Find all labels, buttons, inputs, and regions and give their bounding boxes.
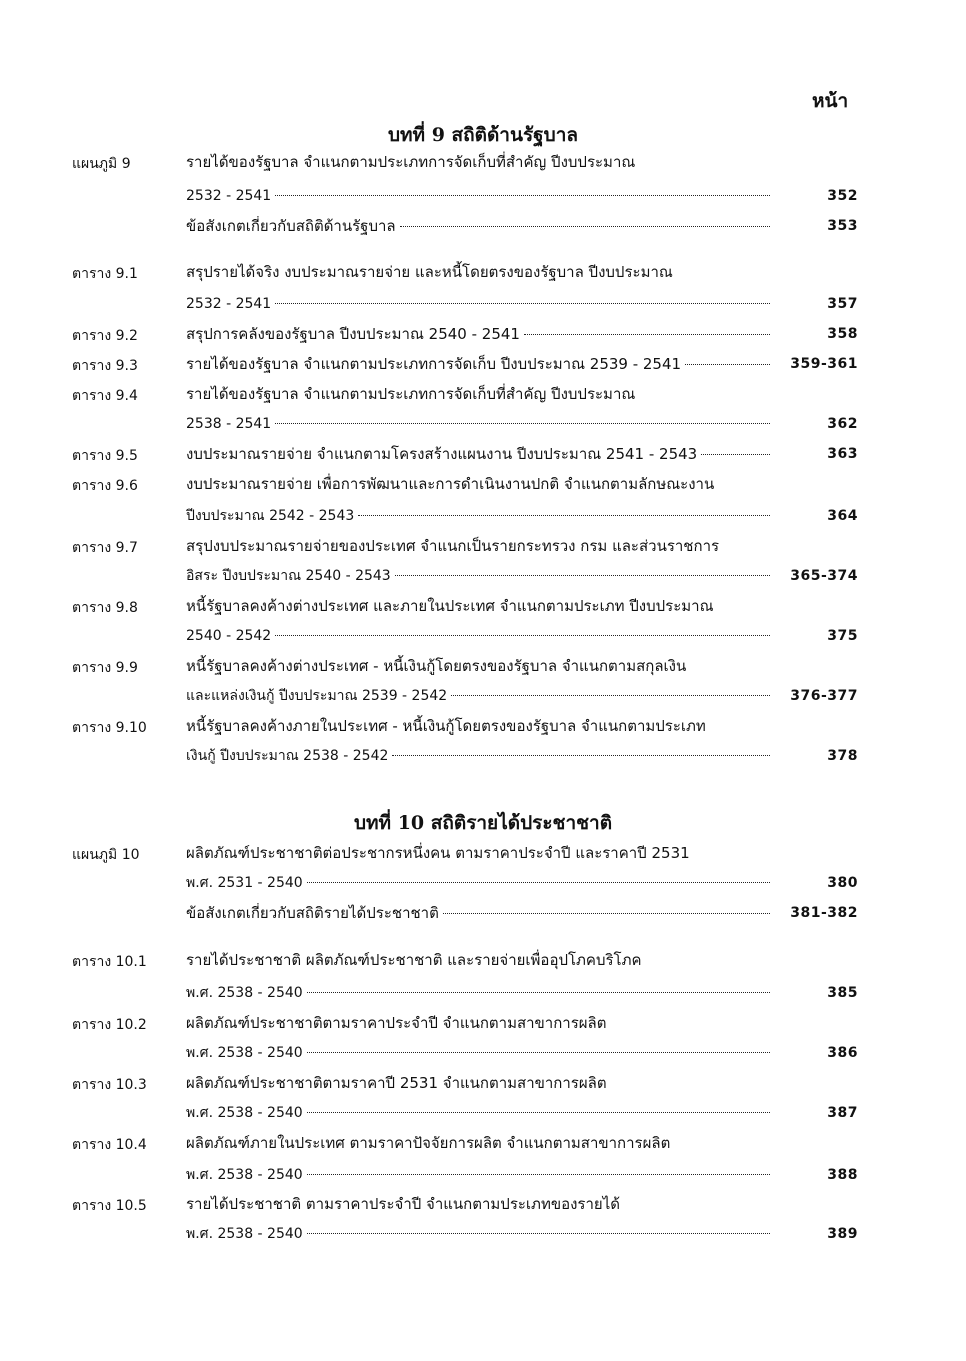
dot-leader	[307, 1112, 770, 1113]
toc-entry-link[interactable]	[186, 1103, 774, 1123]
toc-entry-link[interactable]	[186, 414, 774, 434]
entry-title-line: หนี้รัฐบาลคงค้างต่างประเทศ และภายในประเทศ จำแนกตามประเภท ปีงบประมาณ	[186, 597, 714, 615]
entry-title-line: พ.ศ. 2538 - 2540	[186, 1226, 303, 1242]
toc-entry-link[interactable]	[186, 686, 774, 706]
entry-label: ตาราง 9.6	[72, 478, 138, 494]
dot-leader	[392, 755, 770, 756]
dot-leader	[524, 334, 770, 335]
dot-leader	[307, 1052, 770, 1053]
entry-title-line: สรุปงบประมาณรายจ่ายของประเทศ จำแนกเป็นรายกระทรวง กรม และส่วนราชการ	[186, 537, 720, 555]
entry-page-number: 381-382	[790, 905, 858, 921]
dot-leader	[307, 992, 770, 993]
toc-entry-link[interactable]	[186, 873, 774, 893]
toc-entry-link[interactable]	[186, 1224, 774, 1244]
toc-entry-link[interactable]	[186, 506, 774, 526]
entry-title-line: ผลิตภัณฑ์ภายในประเทศ ตามราคาปัจจัยการผลิต จำแนกตามสาขาการผลิต	[186, 1134, 671, 1152]
entry-title-line: รายได้ประชาชาติ ตามราคาประจำปี จำแนกตามประเภทของรายได้	[186, 1195, 620, 1213]
dot-leader	[443, 913, 770, 914]
entry-title-line: 2532 - 2541	[186, 296, 272, 312]
entry-page-number: 357	[827, 296, 858, 312]
entry-page-number: 386	[827, 1045, 858, 1061]
entry-title-line: 2538 - 2541	[186, 416, 272, 432]
entry-label: ตาราง 9.2	[72, 328, 138, 344]
dot-leader	[307, 882, 770, 883]
entry-page-number: 363	[827, 446, 858, 462]
entry-page-number: 378	[827, 748, 858, 764]
entry-page-number: 387	[827, 1105, 858, 1121]
dot-leader	[275, 195, 770, 196]
entry-title-line: สรุปการคลังของรัฐบาล ปีงบประมาณ 2540 - 2541	[186, 325, 520, 343]
entry-title-line: ผลิตภัณฑ์ประชาชาติตามราคาปี 2531 จำแนกตามสาขาการผลิต	[186, 1074, 607, 1092]
entry-page-number: 388	[827, 1167, 858, 1183]
entry-title-line: ข้อสังเกตเกี่ยวกับสถิติรายได้ประชาชาติ	[186, 904, 439, 922]
toc-entry-link[interactable]	[186, 186, 774, 206]
entry-title-line: พ.ศ. 2538 - 2540	[186, 1045, 303, 1061]
entry-label: ตาราง 9.10	[72, 720, 147, 736]
dot-leader	[275, 423, 770, 424]
toc-entry-link[interactable]	[186, 444, 774, 464]
dot-leader	[307, 1174, 770, 1175]
toc-entry-link[interactable]	[186, 903, 774, 923]
toc-entry-link[interactable]	[186, 566, 774, 586]
entry-title-line: รายได้ของรัฐบาล จำแนกตามประเภทการจัดเก็บ ปีงบประมาณ 2539 - 2541	[186, 355, 682, 373]
entry-title-line: 2532 - 2541	[186, 188, 272, 204]
entry-page-number: 375	[827, 628, 858, 644]
entry-label: แผนภูมิ 9	[72, 156, 131, 172]
entry-label: ตาราง 10.4	[72, 1137, 147, 1153]
entry-page-number: 362	[827, 416, 858, 432]
chapter-title: บทที่ 9 สถิติด้านรัฐบาล	[387, 124, 579, 146]
entry-page-number: 358	[827, 326, 858, 342]
entry-label: ตาราง 9.4	[72, 388, 138, 404]
entry-title-line: หนี้รัฐบาลคงค้างต่างประเทศ - หนี้เงินกู้โดยตรงของรัฐบาล จำแนกตามสกุลเงิน	[186, 657, 687, 675]
entry-label: ตาราง 9.9	[72, 660, 138, 676]
toc-entry-link[interactable]	[186, 294, 774, 314]
entry-title-line: รายได้ของรัฐบาล จำแนกตามประเภทการจัดเก็บที่สำคัญ ปีงบประมาณ	[186, 385, 636, 403]
entry-page-number: 353	[827, 218, 858, 234]
entry-title-line: พ.ศ. 2538 - 2540	[186, 1105, 303, 1121]
entry-label: ตาราง 9.8	[72, 600, 138, 616]
entry-title-line: รายได้ของรัฐบาล จำแนกตามประเภทการจัดเก็บที่สำคัญ ปีงบประมาณ	[186, 153, 636, 171]
toc-entry-link[interactable]	[186, 354, 774, 374]
entry-label: ตาราง 10.2	[72, 1017, 147, 1033]
dot-leader	[685, 364, 770, 365]
toc-entry-link[interactable]	[186, 216, 774, 236]
entry-title-line: ผลิตภัณฑ์ประชาชาติตามราคาประจำปี จำแนกตามสาขาการผลิต	[186, 1014, 607, 1032]
page-column-header: หน้า	[812, 90, 849, 112]
entry-label: ตาราง 10.3	[72, 1077, 147, 1093]
entry-title-line: และแหล่งเงินกู้ ปีงบประมาณ 2539 - 2542	[186, 688, 448, 704]
dot-leader	[451, 695, 770, 696]
dot-leader	[358, 515, 770, 516]
toc-entry-link[interactable]	[186, 324, 774, 344]
entry-label: ตาราง 10.5	[72, 1198, 147, 1214]
entry-label: ตาราง 9.1	[72, 266, 138, 282]
entry-title-line: ผลิตภัณฑ์ประชาชาติต่อประชากรหนึ่งคน ตามราคาประจำปี และราคาปี 2531	[186, 844, 690, 862]
entry-title-line: งบประมาณรายจ่าย เพื่อการพัฒนาและการดำเนินงานปกติ จำแนกตามลักษณะงาน	[186, 475, 715, 493]
entry-page-number: 365-374	[790, 568, 858, 584]
entry-page-number: 359-361	[790, 356, 858, 372]
toc-entry-link[interactable]	[186, 983, 774, 1003]
toc-entry-link[interactable]	[186, 626, 774, 646]
entry-page-number: 376-377	[790, 688, 858, 704]
entry-page-number: 352	[827, 188, 858, 204]
entry-title-line: 2540 - 2542	[186, 628, 272, 644]
entry-label: ตาราง 9.3	[72, 358, 138, 374]
entry-label: ตาราง 9.7	[72, 540, 138, 556]
toc-entry-link[interactable]	[186, 1043, 774, 1063]
dot-leader	[400, 226, 770, 227]
entry-title-line: เงินกู้ ปีงบประมาณ 2538 - 2542	[186, 748, 389, 764]
entry-title-line: อิสระ ปีงบประมาณ 2540 - 2543	[186, 568, 391, 584]
toc-entry-link[interactable]	[186, 1165, 774, 1185]
dot-leader	[701, 454, 770, 455]
entry-title-line: สรุปรายได้จริง งบประมาณรายจ่าย และหนี้โดยตรงของรัฐบาล ปีงบประมาณ	[186, 263, 673, 281]
entry-label: ตาราง 9.5	[72, 448, 138, 464]
entry-title-line: รายได้ประชาชาติ ผลิตภัณฑ์ประชาชาติ และรายจ่ายเพื่ออุปโภคบริโภค	[186, 951, 642, 969]
entry-title-line: พ.ศ. 2531 - 2540	[186, 875, 303, 891]
chapter-title: บทที่ 10 สถิติรายได้ประชาชาติ	[353, 812, 613, 834]
entry-title-line: หนี้รัฐบาลคงค้างภายในประเทศ - หนี้เงินกู้โดยตรงของรัฐบาล จำแนกตามประเภท	[186, 717, 706, 735]
dot-leader	[275, 635, 770, 636]
dot-leader	[275, 303, 770, 304]
toc-entry-link[interactable]	[186, 746, 774, 766]
entry-title-line: ปีงบประมาณ 2542 - 2543	[186, 508, 355, 524]
dot-leader	[395, 575, 770, 576]
entry-label: ตาราง 10.1	[72, 954, 147, 970]
entry-page-number: 385	[827, 985, 858, 1001]
entry-page-number: 364	[827, 508, 858, 524]
entry-title-line: งบประมาณรายจ่าย จำแนกตามโครงสร้างแผนงาน ปีงบประมาณ 2541 - 2543	[186, 445, 698, 463]
dot-leader	[307, 1233, 770, 1234]
entry-title-line: พ.ศ. 2538 - 2540	[186, 1167, 303, 1183]
entry-label: แผนภูมิ 10	[72, 847, 140, 863]
entry-page-number: 380	[827, 875, 858, 891]
entry-title-line: ข้อสังเกตเกี่ยวกับสถิติด้านรัฐบาล	[186, 217, 396, 235]
entry-title-line: พ.ศ. 2538 - 2540	[186, 985, 303, 1001]
entry-page-number: 389	[827, 1226, 858, 1242]
